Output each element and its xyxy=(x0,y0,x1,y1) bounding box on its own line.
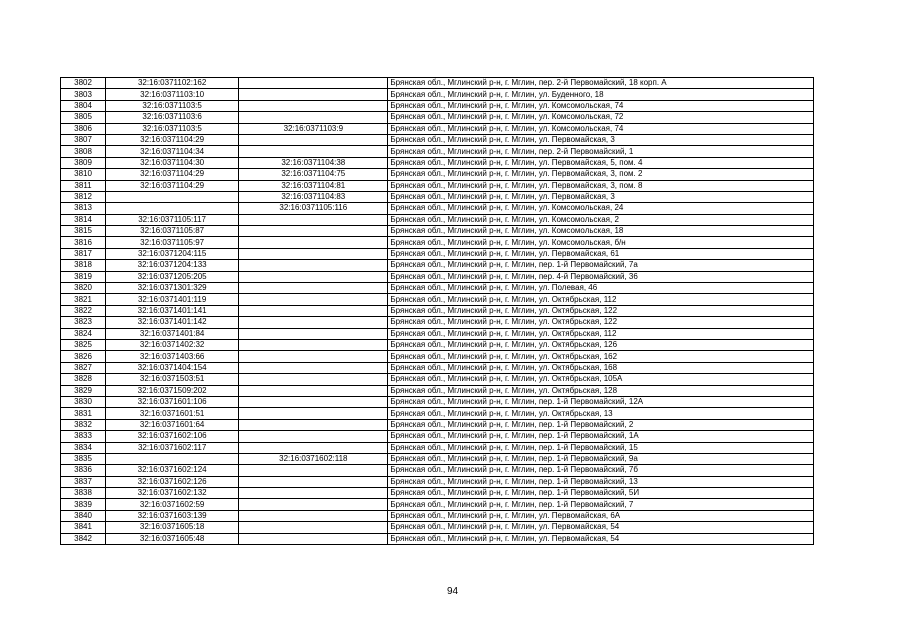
cadastral-number-cell: 32:16:0371103:10 xyxy=(106,89,239,100)
table-row xyxy=(61,78,814,89)
property-registry-table xyxy=(60,77,814,545)
table-row xyxy=(61,328,814,339)
table-row xyxy=(61,351,814,362)
address-cell: Брянская обл., Мглинский р-н, г. Мглин, пер. 1-й Первомайский, 12А xyxy=(388,396,814,407)
related-cadastral-number-cell: 32:16:0371105:116 xyxy=(239,203,388,214)
related-cadastral-number-cell xyxy=(239,488,388,499)
address-cell: Брянская обл., Мглинский р-н, г. Мглин, ул. Октябрьская, 128 xyxy=(388,385,814,396)
cadastral-number-cell: 32:16:0371601:106 xyxy=(106,396,239,407)
row-number-cell: 3830 xyxy=(61,396,106,407)
row-number-cell: 3810 xyxy=(61,169,106,180)
related-cadastral-number-cell xyxy=(239,89,388,100)
related-cadastral-number-cell xyxy=(239,476,388,487)
related-cadastral-number-cell: 32:16:0371602:118 xyxy=(239,453,388,464)
row-number-cell: 3823 xyxy=(61,317,106,328)
related-cadastral-number-cell xyxy=(239,408,388,419)
address-cell: Брянская обл., Мглинский р-н, г. Мглин, ул. Октябрьская, 13 xyxy=(388,408,814,419)
related-cadastral-number-cell xyxy=(239,510,388,521)
table-row xyxy=(61,339,814,350)
cadastral-number-cell: 32:16:0371403:66 xyxy=(106,351,239,362)
cadastral-number-cell: 32:16:0371104:34 xyxy=(106,146,239,157)
row-number-cell: 3835 xyxy=(61,453,106,464)
cadastral-number-cell: 32:16:0371104:29 xyxy=(106,134,239,145)
row-number-cell: 3832 xyxy=(61,419,106,430)
address-cell: Брянская обл., Мглинский р-н, г. Мглин, ул. Октябрьская, 105А xyxy=(388,374,814,385)
address-cell: Брянская обл., Мглинский р-н, г. Мглин, ул. Первомайская, 54 xyxy=(388,522,814,533)
cadastral-number-cell xyxy=(106,191,239,202)
table-row xyxy=(61,180,814,191)
table-row xyxy=(61,123,814,134)
row-number-cell: 3824 xyxy=(61,328,106,339)
row-number-cell: 3828 xyxy=(61,374,106,385)
table-row xyxy=(61,510,814,521)
address-cell: Брянская обл., Мглинский р-н, г. Мглин, ул. Октябрьская, 112 xyxy=(388,294,814,305)
table-row xyxy=(61,203,814,214)
table-row xyxy=(61,112,814,123)
cadastral-number-cell: 32:16:0371104:30 xyxy=(106,157,239,168)
cadastral-number-cell xyxy=(106,203,239,214)
address-cell: Брянская обл., Мглинский р-н, г. Мглин, ул. Октябрьская, 126 xyxy=(388,339,814,350)
related-cadastral-number-cell xyxy=(239,419,388,430)
related-cadastral-number-cell xyxy=(239,100,388,111)
address-cell: Брянская обл., Мглинский р-н, г. Мглин, ул. Октябрьская, 122 xyxy=(388,317,814,328)
table-row xyxy=(61,533,814,544)
row-number-cell: 3809 xyxy=(61,157,106,168)
row-number-cell: 3836 xyxy=(61,465,106,476)
cadastral-number-cell: 32:16:0371404:154 xyxy=(106,362,239,373)
related-cadastral-number-cell xyxy=(239,442,388,453)
cadastral-number-cell: 32:16:0371401:142 xyxy=(106,317,239,328)
cadastral-number-cell: 32:16:0371602:126 xyxy=(106,476,239,487)
related-cadastral-number-cell xyxy=(239,305,388,316)
row-number-cell: 3804 xyxy=(61,100,106,111)
address-cell: Брянская обл., Мглинский р-н, г. Мглин, ул. Комсомольская, б/н xyxy=(388,237,814,248)
table-row xyxy=(61,146,814,157)
cadastral-number-cell: 32:16:0371401:141 xyxy=(106,305,239,316)
address-cell: Брянская обл., Мглинский р-н, г. Мглин, пер. 1-й Первомайский, 15 xyxy=(388,442,814,453)
table-row xyxy=(61,169,814,180)
cadastral-number-cell: 32:16:0371104:29 xyxy=(106,180,239,191)
row-number-cell: 3821 xyxy=(61,294,106,305)
table-row xyxy=(61,488,814,499)
row-number-cell: 3811 xyxy=(61,180,106,191)
address-cell: Брянская обл., Мглинский р-н, г. Мглин, пер. 1-й Первомайский, 7а xyxy=(388,260,814,271)
table-row xyxy=(61,294,814,305)
table-row xyxy=(61,385,814,396)
address-cell: Брянская обл., Мглинский р-н, г. Мглин, пер. 1-й Первомайский, 2 xyxy=(388,419,814,430)
address-cell: Брянская обл., Мглинский р-н, г. Мглин, пер. 1-й Первомайский, 5И xyxy=(388,488,814,499)
related-cadastral-number-cell xyxy=(239,78,388,89)
address-cell: Брянская обл., Мглинский р-н, г. Мглин, ул. Первомайская, 3 xyxy=(388,134,814,145)
table-row xyxy=(61,283,814,294)
registry-table-body xyxy=(61,78,814,545)
cadastral-number-cell: 32:16:0371401:84 xyxy=(106,328,239,339)
cadastral-number-cell: 32:16:0371602:124 xyxy=(106,465,239,476)
related-cadastral-number-cell xyxy=(239,385,388,396)
address-cell: Брянская обл., Мглинский р-н, г. Мглин, ул. Буденного, 18 xyxy=(388,89,814,100)
table-row xyxy=(61,305,814,316)
cadastral-number-cell: 32:16:0371102:162 xyxy=(106,78,239,89)
row-number-cell: 3825 xyxy=(61,339,106,350)
table-row xyxy=(61,226,814,237)
address-cell: Брянская обл., Мглинский р-н, г. Мглин, ул. Октябрьская, 168 xyxy=(388,362,814,373)
row-number-cell: 3802 xyxy=(61,78,106,89)
cadastral-number-cell: 32:16:0371103:5 xyxy=(106,123,239,134)
address-cell: Брянская обл., Мглинский р-н, г. Мглин, пер. 1-й Первомайский, 9а xyxy=(388,453,814,464)
cadastral-number-cell: 32:16:0371601:64 xyxy=(106,419,239,430)
related-cadastral-number-cell xyxy=(239,248,388,259)
table-row xyxy=(61,419,814,430)
table-row xyxy=(61,237,814,248)
address-cell: Брянская обл., Мглинский р-н, г. Мглин, ул. Первомайская, 54 xyxy=(388,533,814,544)
row-number-cell: 3812 xyxy=(61,191,106,202)
cadastral-number-cell: 32:16:0371105:87 xyxy=(106,226,239,237)
related-cadastral-number-cell xyxy=(239,134,388,145)
cadastral-number-cell: 32:16:0371103:6 xyxy=(106,112,239,123)
row-number-cell: 3803 xyxy=(61,89,106,100)
related-cadastral-number-cell xyxy=(239,339,388,350)
table-row xyxy=(61,89,814,100)
related-cadastral-number-cell xyxy=(239,396,388,407)
table-row xyxy=(61,271,814,282)
row-number-cell: 3833 xyxy=(61,431,106,442)
address-cell: Брянская обл., Мглинский р-н, г. Мглин, ул. Октябрьская, 112 xyxy=(388,328,814,339)
cadastral-number-cell: 32:16:0371204:133 xyxy=(106,260,239,271)
row-number-cell: 3842 xyxy=(61,533,106,544)
cadastral-number-cell: 32:16:0371402:32 xyxy=(106,339,239,350)
cadastral-number-cell: 32:16:0371503:51 xyxy=(106,374,239,385)
table-row xyxy=(61,214,814,225)
related-cadastral-number-cell: 32:16:0371104:38 xyxy=(239,157,388,168)
cadastral-number-cell: 32:16:0371205:205 xyxy=(106,271,239,282)
row-number-cell: 3840 xyxy=(61,510,106,521)
row-number-cell: 3814 xyxy=(61,214,106,225)
row-number-cell: 3819 xyxy=(61,271,106,282)
related-cadastral-number-cell xyxy=(239,260,388,271)
address-cell: Брянская обл., Мглинский р-н, г. Мглин, пер. 1-й Первомайский, 7б xyxy=(388,465,814,476)
table-row xyxy=(61,431,814,442)
address-cell: Брянская обл., Мглинский р-н, г. Мглин, ул. Первомайская, 5, пом. 4 xyxy=(388,157,814,168)
related-cadastral-number-cell xyxy=(239,351,388,362)
related-cadastral-number-cell: 32:16:0371104:81 xyxy=(239,180,388,191)
related-cadastral-number-cell xyxy=(239,431,388,442)
table-row xyxy=(61,374,814,385)
table-row xyxy=(61,465,814,476)
row-number-cell: 3805 xyxy=(61,112,106,123)
related-cadastral-number-cell xyxy=(239,499,388,510)
address-cell: Брянская обл., Мглинский р-н, г. Мглин, ул. Первомайская, 61 xyxy=(388,248,814,259)
address-cell: Брянская обл., Мглинский р-н, г. Мглин, ул. Полевая, 46 xyxy=(388,283,814,294)
row-number-cell: 3816 xyxy=(61,237,106,248)
table-row xyxy=(61,260,814,271)
address-cell: Брянская обл., Мглинский р-н, г. Мглин, пер. 1-й Первомайский, 1А xyxy=(388,431,814,442)
table-row xyxy=(61,157,814,168)
row-number-cell: 3831 xyxy=(61,408,106,419)
cadastral-number-cell: 32:16:0371605:48 xyxy=(106,533,239,544)
related-cadastral-number-cell xyxy=(239,271,388,282)
cadastral-number-cell: 32:16:0371602:59 xyxy=(106,499,239,510)
address-cell: Брянская обл., Мглинский р-н, г. Мглин, пер. 2-й Первомайский, 1 xyxy=(388,146,814,157)
related-cadastral-number-cell: 32:16:0371103:9 xyxy=(239,123,388,134)
address-cell: Брянская обл., Мглинский р-н, г. Мглин, ул. Октябрьская, 122 xyxy=(388,305,814,316)
row-number-cell: 3813 xyxy=(61,203,106,214)
page-number: 94 xyxy=(446,586,459,597)
table-row xyxy=(61,453,814,464)
cadastral-number-cell: 32:16:0371509:202 xyxy=(106,385,239,396)
related-cadastral-number-cell xyxy=(239,214,388,225)
address-cell: Брянская обл., Мглинский р-н, г. Мглин, ул. Комсомольская, 74 xyxy=(388,100,814,111)
cadastral-number-cell: 32:16:0371602:132 xyxy=(106,488,239,499)
cadastral-number-cell: 32:16:0371204:115 xyxy=(106,248,239,259)
table-row xyxy=(61,408,814,419)
cadastral-number-cell: 32:16:0371105:97 xyxy=(106,237,239,248)
cadastral-number-cell: 32:16:0371603:139 xyxy=(106,510,239,521)
address-cell: Брянская обл., Мглинский р-н, г. Мглин, ул. Первомайская, 6А xyxy=(388,510,814,521)
table-row xyxy=(61,248,814,259)
address-cell: Брянская обл., Мглинский р-н, г. Мглин, ул. Первомайская, 3 xyxy=(388,191,814,202)
table-row xyxy=(61,100,814,111)
address-cell: Брянская обл., Мглинский р-н, г. Мглин, ул. Комсомольская, 2 xyxy=(388,214,814,225)
related-cadastral-number-cell xyxy=(239,317,388,328)
related-cadastral-number-cell xyxy=(239,283,388,294)
address-cell: Брянская обл., Мглинский р-н, г. Мглин, ул. Комсомольская, 74 xyxy=(388,123,814,134)
related-cadastral-number-cell xyxy=(239,226,388,237)
row-number-cell: 3822 xyxy=(61,305,106,316)
row-number-cell: 3815 xyxy=(61,226,106,237)
cadastral-number-cell: 32:16:0371103:5 xyxy=(106,100,239,111)
related-cadastral-number-cell xyxy=(239,328,388,339)
related-cadastral-number-cell xyxy=(239,522,388,533)
related-cadastral-number-cell xyxy=(239,362,388,373)
row-number-cell: 3826 xyxy=(61,351,106,362)
row-number-cell: 3808 xyxy=(61,146,106,157)
cadastral-number-cell: 32:16:0371104:29 xyxy=(106,169,239,180)
table-row xyxy=(61,476,814,487)
address-cell: Брянская обл., Мглинский р-н, г. Мглин, ул. Первомайская, 3, пом. 2 xyxy=(388,169,814,180)
row-number-cell: 3817 xyxy=(61,248,106,259)
row-number-cell: 3839 xyxy=(61,499,106,510)
cadastral-number-cell: 32:16:0371605:18 xyxy=(106,522,239,533)
address-cell: Брянская обл., Мглинский р-н, г. Мглин, пер. 1-й Первомайский, 13 xyxy=(388,476,814,487)
row-number-cell: 3829 xyxy=(61,385,106,396)
table-row xyxy=(61,317,814,328)
cadastral-number-cell: 32:16:0371601:51 xyxy=(106,408,239,419)
related-cadastral-number-cell xyxy=(239,112,388,123)
row-number-cell: 3841 xyxy=(61,522,106,533)
address-cell: Брянская обл., Мглинский р-н, г. Мглин, ул. Комсомольская, 72 xyxy=(388,112,814,123)
row-number-cell: 3827 xyxy=(61,362,106,373)
related-cadastral-number-cell xyxy=(239,533,388,544)
cadastral-number-cell: 32:16:0371401:119 xyxy=(106,294,239,305)
address-cell: Брянская обл., Мглинский р-н, г. Мглин, ул. Комсомольская, 18 xyxy=(388,226,814,237)
address-cell: Брянская обл., Мглинский р-н, г. Мглин, пер. 4-й Первомайский, 36 xyxy=(388,271,814,282)
address-cell: Брянская обл., Мглинский р-н, г. Мглин, ул. Октябрьская, 162 xyxy=(388,351,814,362)
cadastral-number-cell: 32:16:0371105:117 xyxy=(106,214,239,225)
cadastral-number-cell: 32:16:0371301:329 xyxy=(106,283,239,294)
table-row xyxy=(61,362,814,373)
table-row xyxy=(61,396,814,407)
row-number-cell: 3807 xyxy=(61,134,106,145)
related-cadastral-number-cell xyxy=(239,146,388,157)
related-cadastral-number-cell xyxy=(239,237,388,248)
row-number-cell: 3806 xyxy=(61,123,106,134)
row-number-cell: 3837 xyxy=(61,476,106,487)
address-cell: Брянская обл., Мглинский р-н, г. Мглин, ул. Первомайская, 3, пом. 8 xyxy=(388,180,814,191)
related-cadastral-number-cell xyxy=(239,294,388,305)
cadastral-number-cell: 32:16:0371602:106 xyxy=(106,431,239,442)
table-row xyxy=(61,499,814,510)
related-cadastral-number-cell xyxy=(239,374,388,385)
address-cell: Брянская обл., Мглинский р-н, г. Мглин, пер. 2-й Первомайский, 18 корп. А xyxy=(388,78,814,89)
table-row xyxy=(61,442,814,453)
row-number-cell: 3838 xyxy=(61,488,106,499)
table-row xyxy=(61,134,814,145)
related-cadastral-number-cell: 32:16:0371104:75 xyxy=(239,169,388,180)
row-number-cell: 3834 xyxy=(61,442,106,453)
table-row xyxy=(61,522,814,533)
address-cell: Брянская обл., Мглинский р-н, г. Мглин, ул. Комсомольская, 24 xyxy=(388,203,814,214)
row-number-cell: 3818 xyxy=(61,260,106,271)
related-cadastral-number-cell: 32:16:0371104:83 xyxy=(239,191,388,202)
cadastral-number-cell xyxy=(106,453,239,464)
address-cell: Брянская обл., Мглинский р-н, г. Мглин, пер. 1-й Первомайский, 7 xyxy=(388,499,814,510)
related-cadastral-number-cell xyxy=(239,465,388,476)
row-number-cell: 3820 xyxy=(61,283,106,294)
table-row xyxy=(61,191,814,202)
cadastral-number-cell: 32:16:0371602:117 xyxy=(106,442,239,453)
